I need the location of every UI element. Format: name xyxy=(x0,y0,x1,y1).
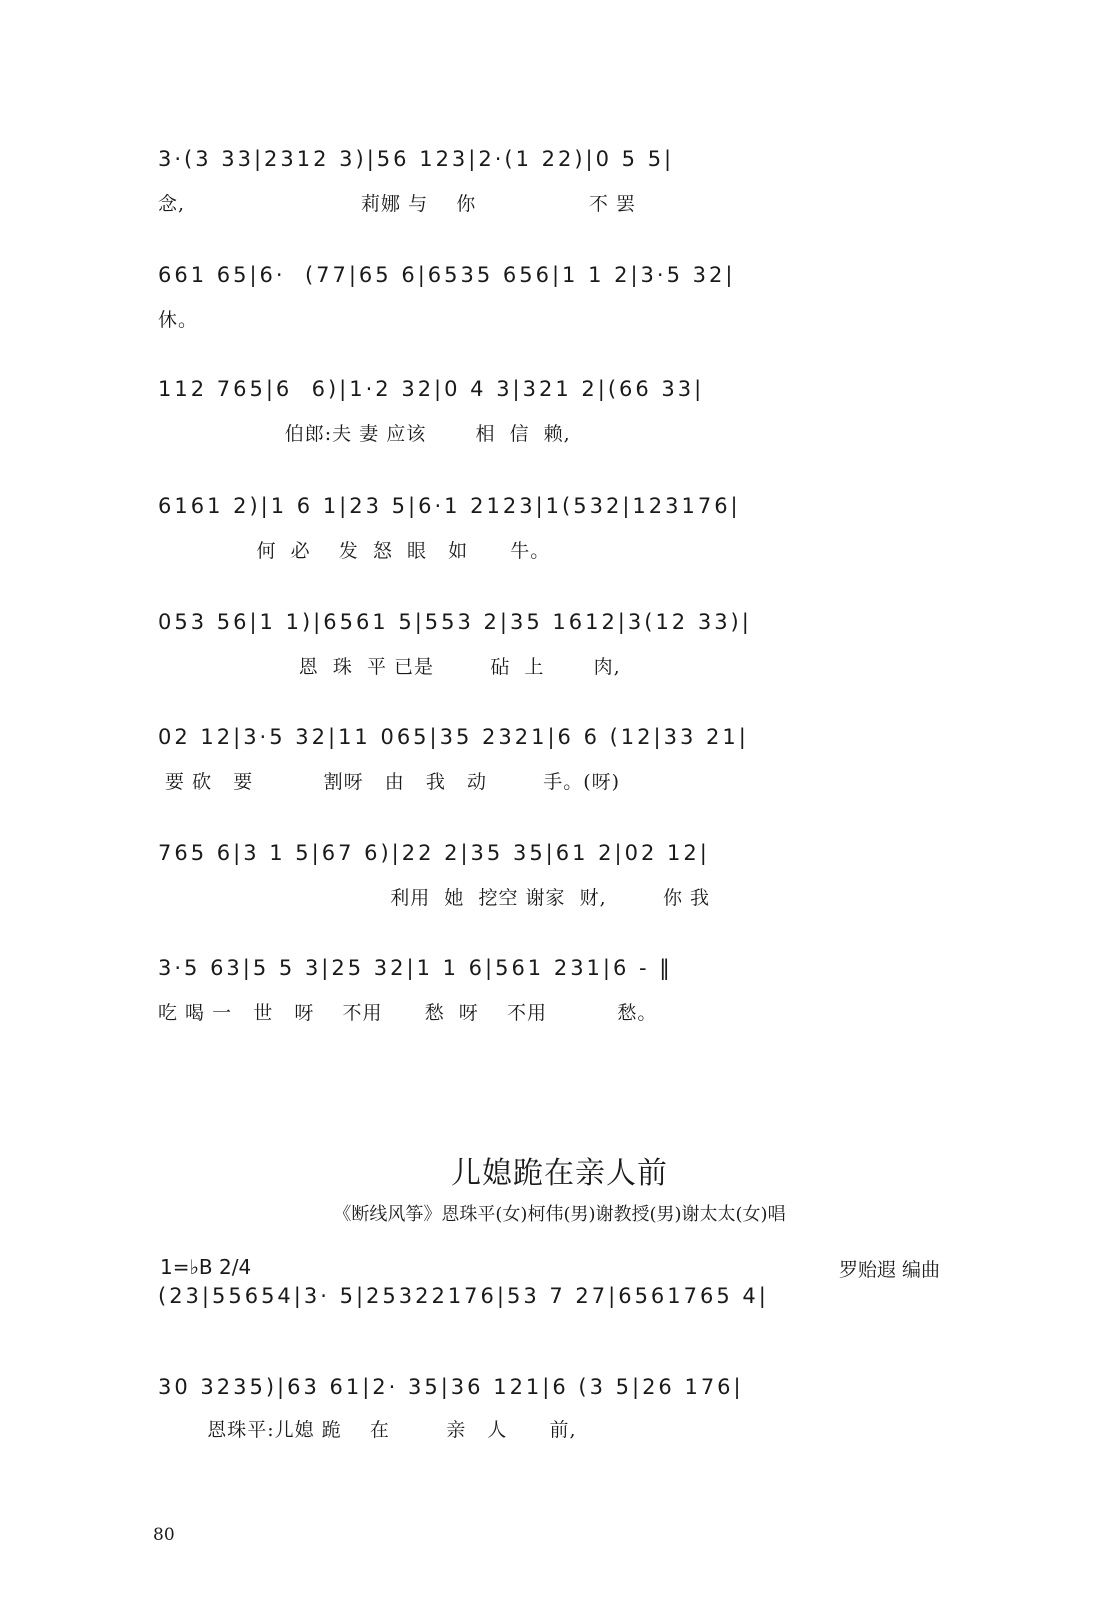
lyric-line: 恩珠平:儿媳 跪 在 亲 人 前, xyxy=(158,1419,577,1441)
lyric-line: 要 砍 要 割呀 由 我 动 手。(呀) xyxy=(158,771,621,793)
notation-line: 3·(3 33|2312 3)|56 123|2·(1 22)|0 5 5| xyxy=(158,147,675,171)
lyric-line: 何 必 发 怒 眼 如 牛。 xyxy=(158,540,551,562)
notation-line: 3·5 63|5 5 3|25 32|1 1 6|561 231|6 - ‖ xyxy=(158,956,673,980)
key-signature: 1=♭B 2/4 xyxy=(160,1255,252,1279)
notation-line: 6161 2)|1 6 1|23 5|6·1 2123|1(532|123176| xyxy=(158,494,741,518)
lyric-line: 吃 喝 一 世 呀 不用 愁 呀 不用 愁。 xyxy=(158,1002,658,1024)
notation-line: (23|55654|3· 5|25322176|53 7 27|6561765 4| xyxy=(158,1284,769,1308)
notation-line: 02 12|3·5 32|11 065|35 2321|6 6 (12|33 21| xyxy=(158,725,749,749)
lyric-line: 伯郎:夫 妻 应该 相 信 赖, xyxy=(158,423,571,445)
notation-line: 30 3235)|63 61|2· 35|36 121|6 (3 5|26 176| xyxy=(158,1375,744,1399)
song-title: 儿媳跪在亲人前 xyxy=(451,1156,668,1191)
notation-line: 112 765|6 6)|1·2 32|0 4 3|321 2|(66 33| xyxy=(158,377,705,401)
lyric-line: 念, 莉娜 与 你 不 罢 xyxy=(158,193,636,215)
arranger-credit: 罗贻遐 编曲 xyxy=(838,1259,940,1281)
notation-line: 765 6|3 1 5|67 6)|22 2|35 35|61 2|02 12| xyxy=(158,841,710,865)
notation-line: 661 65|6· (77|65 6|6535 656|1 1 2|3·5 32| xyxy=(158,263,736,287)
lyric-line: 利用 她 挖空 谢家 财, 你 我 xyxy=(158,887,710,909)
page-number: 80 xyxy=(153,1525,175,1545)
song-subtitle: 《断线风筝》恩珠平(女)柯伟(男)谢教授(男)谢太太(女)唱 xyxy=(333,1204,786,1225)
notation-line: 053 56|1 1)|6561 5|553 2|35 1612|3(12 33)| xyxy=(158,610,752,634)
lyric-line: 恩 珠 平 已是 砧 上 肉, xyxy=(158,656,621,678)
lyric-line: 休。 xyxy=(158,309,199,331)
